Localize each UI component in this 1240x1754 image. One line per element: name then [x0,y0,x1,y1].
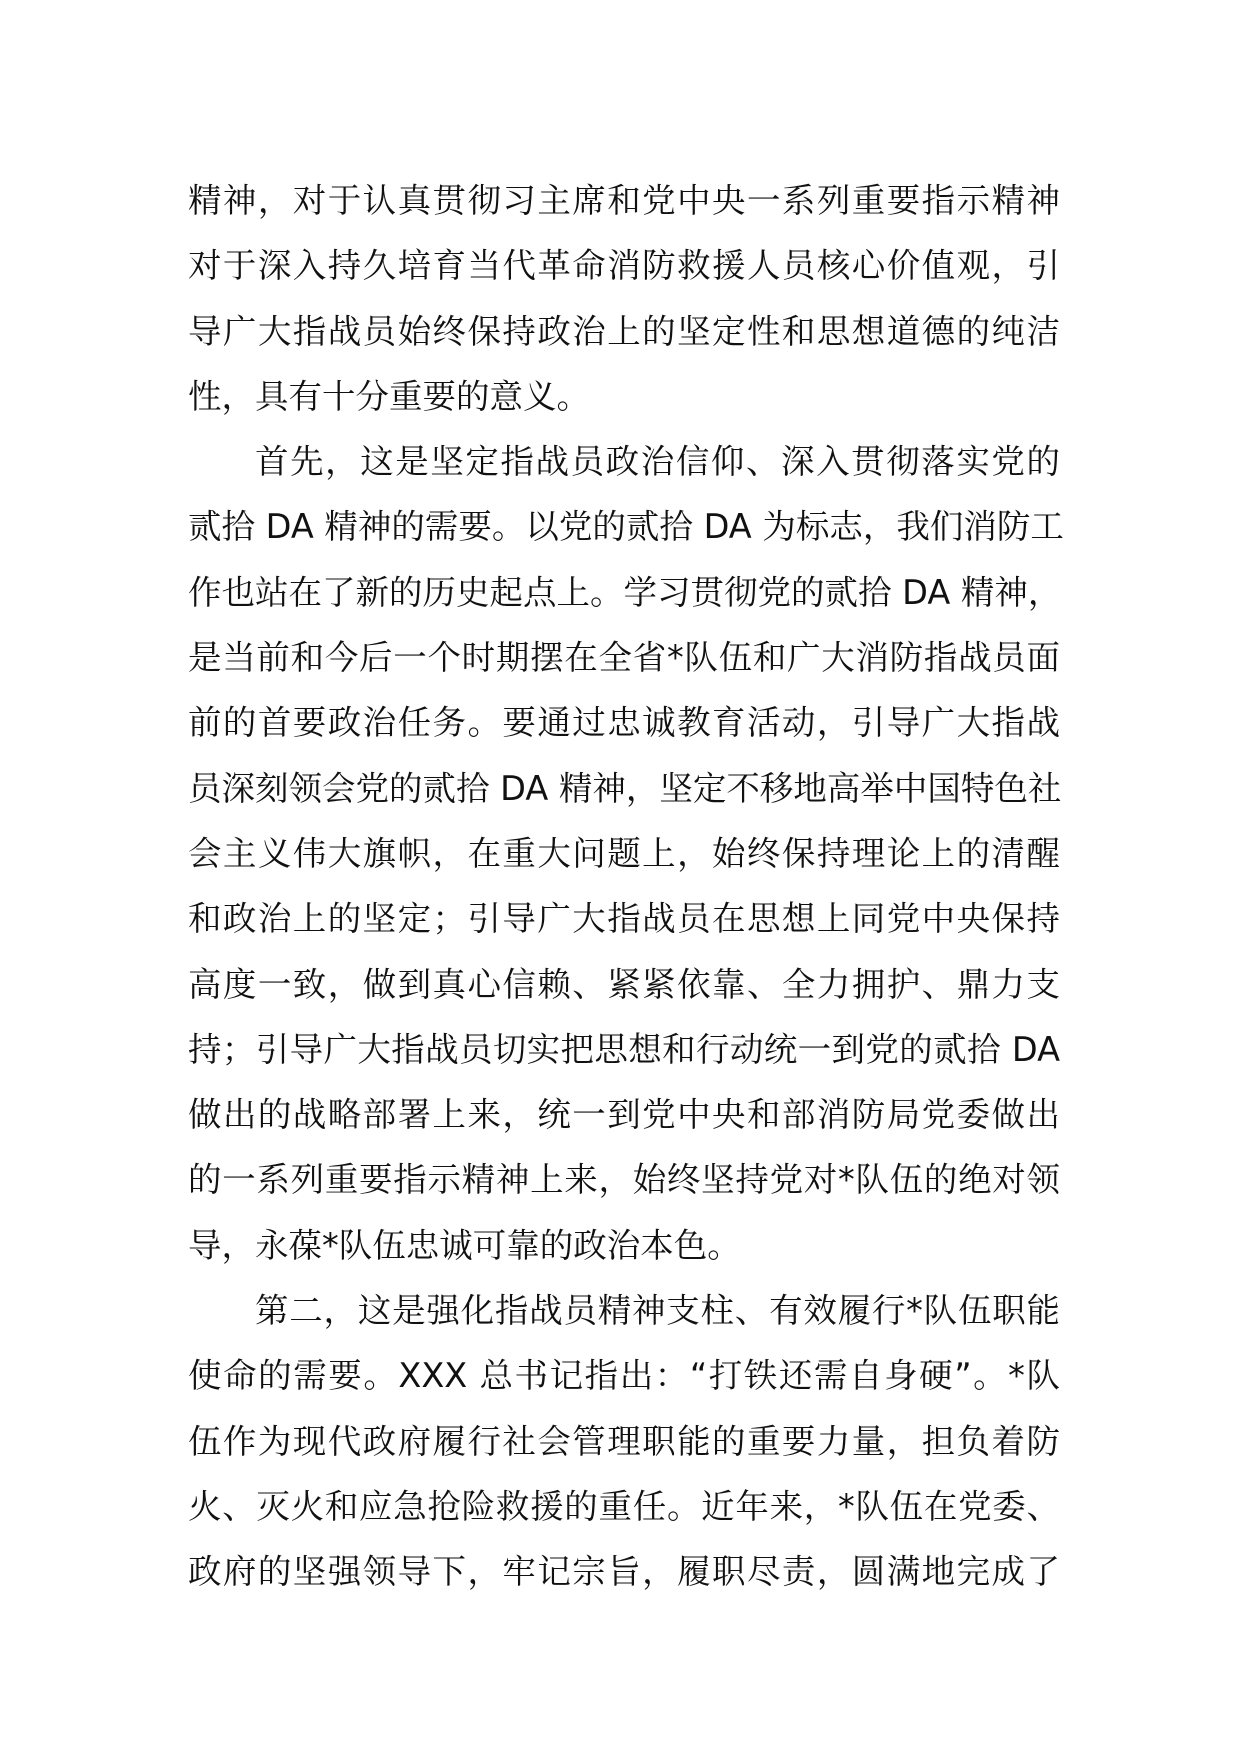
text-line: 导，永葆*队伍忠诚可靠的政治本色。 [188,1225,741,1265]
text-line: 伍作为现代政府履行社会管理职能的重要力量，担负着防 [188,1421,1060,1461]
text-line: 性，具有十分重要的意义。 [188,376,590,416]
text-line: 做出的战略部署上来，统一到党中央和部消防局党委做出 [188,1095,1060,1135]
text-line: 精神，对于认真贯彻习主席和党中央一系列重要指示精神 [188,181,1060,220]
text-line: 前的首要政治任务。要通过忠诚教育活动，引导广大指战 [188,703,1060,743]
body-text [188,168,1064,1605]
text-line: 会主义伟大旗帜，在重大问题上，始终保持理论上的清醒 [188,833,1060,873]
text-line: 持；引导广大指战员切实把思想和行动统一到党的贰拾 DA [188,1029,1060,1069]
text-line: 贰拾 DA 精神的需要。以党的贰拾 DA 为标志，我们消防工 [188,507,1064,547]
text-line: 火、灭火和应急抢险救援的重任。近年来，*队伍在党委、 [188,1486,1060,1526]
text-line: 政府的坚强领导下，牢记宗旨，履职尽责，圆满地完成了 [188,1552,1060,1592]
text-line: 对于深入持久培育当代革命消防救援人员核心价值观，引 [188,246,1060,286]
paragraph-first-line: 第二，这是强化指战员精神支柱、有效履行*队伍职能 [255,1291,1060,1331]
text-line: 是当前和今后一个时期摆在全省*队伍和广大消防指战员面 [188,638,1060,678]
text-line: 的一系列重要指示精神上来，始终坚持党对*队伍的绝对领 [188,1160,1060,1200]
text-line: 作也站在了新的历史起点上。学习贯彻党的贰拾 DA 精神， [188,572,1062,612]
text-line: 使命的需要。XXX 总书记指出：“打铁还需自身硬”。*队 [188,1356,1060,1396]
paragraph-first-line: 首先，这是坚定指战员政治信仰、深入贯彻落实党的 [255,442,1060,482]
text-line: 员深刻领会党的贰拾 DA 精神，坚定不移地高举中国特色社 [188,768,1062,808]
text-line: 导广大指战员始终保持政治上的坚定性和思想道德的纯洁 [188,311,1060,351]
text-line: 和政治上的坚定；引导广大指战员在思想上同党中央保持 [188,899,1060,939]
text-line: 高度一致，做到真心信赖、紧紧依靠、全力拥护、鼎力支 [188,964,1060,1004]
